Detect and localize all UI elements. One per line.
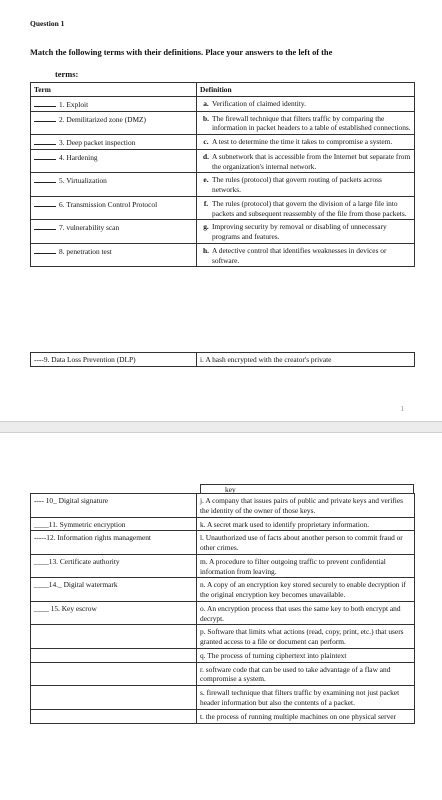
definition-text: A subnetwork that is accessible from the Internet but separate from the organization's internal network. [212, 151, 411, 171]
terms-table-row-9 [30, 352, 415, 367]
definition-cell: s. firewall technique that filters traffic by examining not just packet header information but also the contents of a packet. [197, 686, 415, 710]
term-cell[interactable]: ____14._ Digital watermark [31, 578, 197, 602]
definition-cell: l. Unauthorized use of facts about another person to commit fraud or other crimes. [197, 531, 415, 555]
table-row [31, 243, 415, 267]
table-row [31, 135, 415, 150]
term-cell[interactable]: ____11. Symmetric encryption [31, 517, 197, 531]
answer-blank[interactable] [34, 175, 56, 183]
term-cell [31, 686, 197, 710]
term-cell [31, 111, 197, 135]
definition-cell: k. A secret mark used to identify proprietary information. [197, 517, 415, 531]
term-cell[interactable]: ____ 15. Key escrow [31, 601, 197, 625]
table-row [31, 196, 415, 220]
table-row [31, 601, 415, 625]
table-row [31, 662, 415, 686]
term-label: 4. Hardening [59, 152, 98, 162]
table-row [31, 517, 415, 531]
answer-blank[interactable] [34, 222, 56, 230]
table-row [31, 220, 415, 244]
table-row [31, 686, 415, 710]
instruction-line-2: terms: [55, 70, 79, 79]
term-label: 3. Deep packet inspection [59, 138, 136, 148]
table-row [31, 531, 415, 555]
question-title: Question 1 [30, 19, 65, 28]
definition-cell [197, 243, 415, 267]
terms-table-page-1 [30, 82, 415, 267]
table-row [31, 173, 415, 197]
table-row [31, 578, 415, 602]
definition-letter: b. [203, 113, 209, 123]
definition-cell: p. Software that limits what actions (read, copy, print, etc.) that users granted access to a file or document can perform. [197, 625, 415, 649]
definition-text: Improving security by removal or disabling of unnecessary programs and features. [212, 222, 387, 242]
table-row [31, 648, 415, 662]
terms-table-page-2 [30, 493, 415, 724]
definition-cell [197, 173, 415, 197]
definition-letter: a. [203, 98, 209, 108]
table-row [31, 96, 415, 111]
definition-text: Verification of claimed identity. [212, 98, 306, 108]
definition-text: A test to determine the time it takes to compromise a system. [212, 137, 393, 147]
instruction-line-1: Match the following terms with their definitions. Place your answers to the left of the [30, 48, 333, 57]
term-cell [31, 243, 197, 267]
answer-blank[interactable] [34, 152, 56, 160]
definition-cell: i. A hash encrypted with the creator's private [197, 353, 415, 367]
definition-cell [197, 196, 415, 220]
term-cell [31, 662, 197, 686]
definition-letter: h. [203, 245, 209, 255]
answer-blank[interactable] [34, 99, 56, 107]
term-cell[interactable]: ____13. Certificate authority [31, 554, 197, 578]
definition-cell [197, 96, 415, 111]
term-cell[interactable]: -----12. Information rights management [31, 531, 197, 555]
key-continuation: key [200, 484, 414, 493]
answer-blank[interactable] [34, 114, 56, 122]
definition-cell: t. the process of running multiple machines on one physical server [197, 709, 415, 723]
term-cell [31, 625, 197, 649]
definition-cell: m. A procedure to filter outgoing traffic to prevent confidential information from leaving. [197, 554, 415, 578]
term-cell [31, 149, 197, 173]
answer-blank[interactable] [34, 246, 56, 254]
term-label: 1. Exploit [59, 99, 89, 109]
definition-cell: o. An encryption process that uses the same key to both encrypt and decrypt. [197, 601, 415, 625]
definition-cell: r. software code that can be used to take advantage of a flaw and compromise a system. [197, 662, 415, 686]
term-label: 8. penetration test [59, 246, 112, 256]
table-row [31, 625, 415, 649]
term-cell [31, 135, 197, 150]
term-cell [31, 96, 197, 111]
instructions [30, 42, 415, 86]
table-row [31, 149, 415, 173]
term-label: 7. vulnerability scan [59, 223, 120, 233]
definition-letter: e. [203, 175, 209, 185]
definition-cell [197, 220, 415, 244]
term-cell [31, 648, 197, 662]
page-number: 1 [400, 405, 404, 413]
definition-text: A detective control that identifies weaknesses in devices or software. [212, 245, 387, 265]
table-row [31, 554, 415, 578]
term-cell [31, 173, 197, 197]
term-cell[interactable]: ---- 10_ Digital signature [31, 494, 197, 518]
definition-text: The firewall technique that filters traffic by comparing the information in packet headers to a table of established connections. [212, 113, 411, 133]
definition-letter: d. [203, 151, 209, 161]
term-label: 6. Transmission Control Protocol [59, 199, 158, 209]
term-cell [31, 220, 197, 244]
answer-blank[interactable] [34, 137, 56, 145]
definition-cell [197, 111, 415, 135]
table-row [31, 111, 415, 135]
definition-cell [197, 135, 415, 150]
definition-letter: f. [203, 198, 209, 208]
definition-letter: c. [203, 137, 209, 147]
term-label: 2. Demilitarized zone (DMZ) [59, 114, 147, 124]
table-row [31, 494, 415, 518]
definition-column-header: Definition [197, 83, 415, 97]
definition-cell: j. A company that issues pairs of public and private keys and verifies the identity of the owner of those keys. [197, 494, 415, 518]
definition-cell: n. A copy of an encryption key stored securely to enable decryption if the original encryption key becomes unavailable. [197, 578, 415, 602]
definition-cell [197, 149, 415, 173]
definition-cell: q. The process of turning ciphertext into plaintext [197, 648, 415, 662]
definition-text: The rules (protocol) that govern routing of packets across networks. [212, 175, 382, 195]
answer-blank[interactable] [34, 199, 56, 207]
definition-text: The rules (protocol) that govern the division of a large file into packets and subsequent reassembly of the file from those packets. [212, 198, 407, 218]
term-label: 5. Virtualization [59, 176, 107, 186]
term-cell [31, 196, 197, 220]
term-cell [31, 709, 197, 723]
term-cell[interactable]: ----9. Data Loss Prevention (DLP) [31, 353, 197, 367]
table-row [31, 353, 415, 367]
definition-letter: g. [203, 222, 209, 232]
table-row [31, 709, 415, 723]
term-column-header: Term [31, 83, 197, 97]
